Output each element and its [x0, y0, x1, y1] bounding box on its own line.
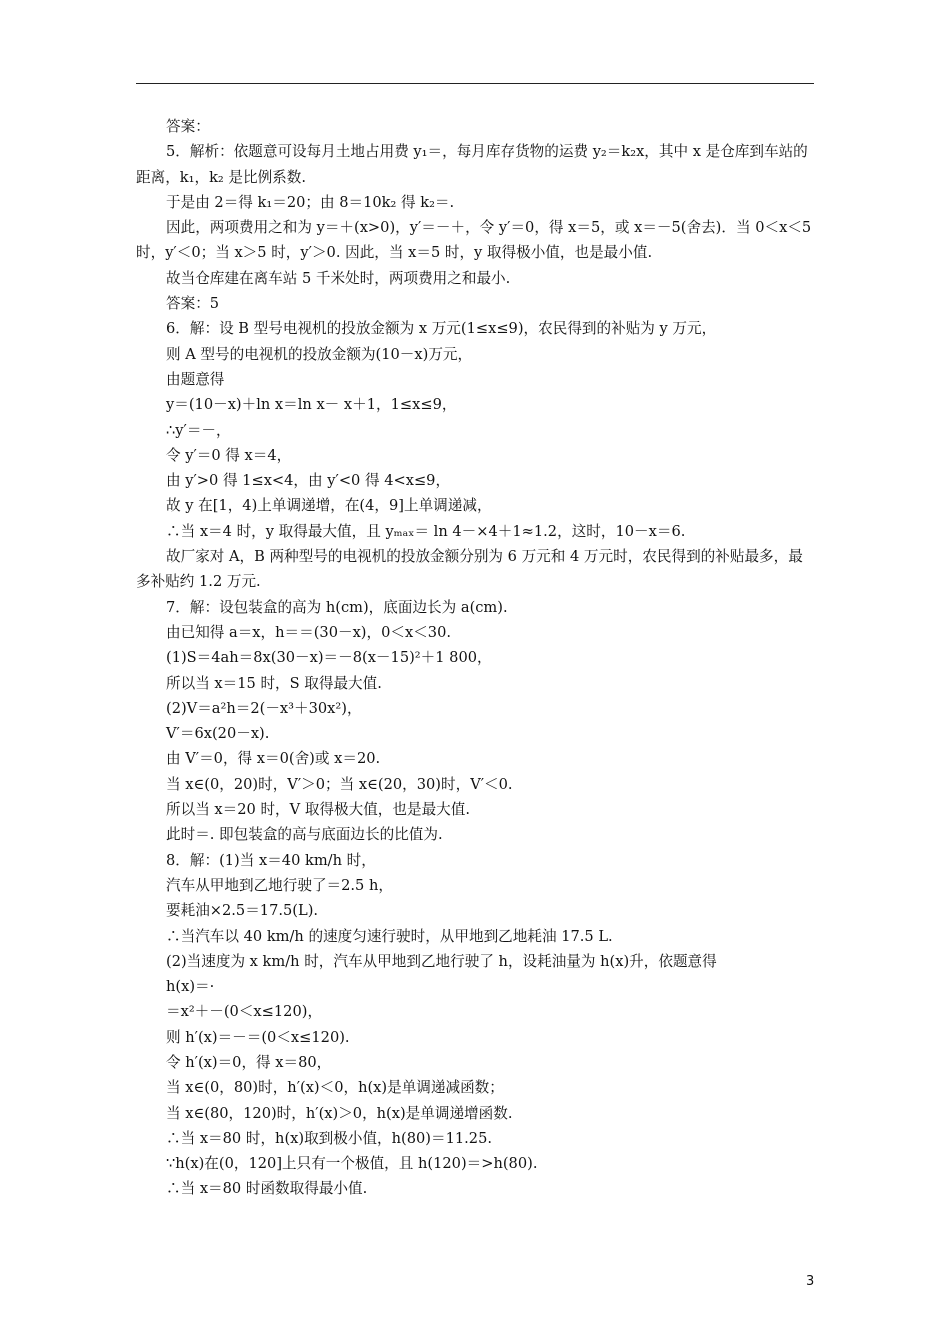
- problem-8-line: ∴当汽车以 40 km/h 的速度匀速行驶时，从甲地到乙地耗油 17.5 L.: [166, 927, 613, 945]
- problem-7-line: (2)V＝a²h＝2(－x³＋30x²)，: [166, 699, 362, 717]
- document-body: [136, 114, 816, 1202]
- problem-8-line: 当 x∈(80，120)时，h′(x)＞0，h(x)是单调递增函数.: [166, 1104, 513, 1122]
- problem-5-line: 于是由 2＝得 k₁＝20；由 8＝10k₂ 得 k₂＝.: [166, 193, 455, 211]
- problem-7-line: 此时＝. 即包装盒的高与底面边长的比值为.: [166, 826, 443, 844]
- problem-7-line: 由已知得 a＝x，h＝＝(30－x)，0＜x＜30.: [166, 623, 452, 641]
- problem-8-line: 要耗油×2.5＝17.5(L).: [166, 902, 319, 920]
- problem-8-line: ∴当 x＝80 时函数取得最小值.: [166, 1180, 368, 1198]
- problem-7-line: V′＝6x(20－x).: [166, 725, 270, 743]
- problem-5-line: 因此，两项费用之和为 y＝＋(x>0)，y′＝－＋，令 y′＝0，得 x＝5，或 x＝－5(舍去)．当 0＜x＜5 时，y′＜0；当 x＞5 时，y′＞0. 因此，当 x＝5 时，y 取得极小值，也是最小值.: [136, 219, 812, 262]
- problem-6-line: 由 y′>0 得 1≤x<4，由 y′<0 得 4<x≤9，: [166, 472, 451, 490]
- problem-6-line: ∴y′＝－，: [166, 421, 231, 439]
- problem-5-answer: 答案：5: [166, 295, 220, 313]
- answer-label: 答案：: [166, 118, 210, 135]
- problem-8-line: 令 h′(x)＝0，得 x＝80，: [166, 1053, 332, 1071]
- header-rule: [136, 83, 814, 84]
- problem-7-line: 7．解：设包装盒的高为 h(cm)，底面边长为 a(cm).: [166, 598, 508, 616]
- problem-6-line: 故厂家对 A，B 两种型号的电视机的投放金额分别为 6 万元和 4 万元时，农民得到的补贴最多，最多补贴约 1.2 万元.: [136, 548, 803, 591]
- problem-6-line: 故 y 在[1，4)上单调递增，在(4，9]上单调递减，: [166, 497, 492, 515]
- problem-8-line: h(x)＝·: [166, 978, 215, 996]
- problem-6-line: 则 A 型号的电视机的投放金额为(10－x)万元，: [166, 345, 473, 363]
- problem-6-line: 6．解：设 B 型号电视机的投放金额为 x 万元(1≤x≤9)，农民得到的补贴为 y 万元，: [166, 320, 717, 338]
- problem-7-line: 由 V′＝0，得 x＝0(舍)或 x＝20.: [166, 750, 381, 768]
- problem-6-line: y＝(10－x)＋ln x＝ln x－ x＋1，1≤x≤9，: [166, 396, 457, 414]
- problem-6-line: 由题意得: [166, 370, 225, 388]
- problem-7-line: 所以当 x＝20 时，V 取得极大值，也是最大值.: [166, 801, 470, 819]
- problem-8-line: ∵h(x)在(0，120]上只有一个极值，且 h(120)＝>h(80).: [166, 1155, 538, 1173]
- problem-6-line: 令 y′＝0 得 x＝4，: [166, 446, 292, 464]
- problem-7-line: 所以当 x＝15 时，S 取得最大值.: [166, 674, 382, 692]
- problem-8-line: 则 h′(x)＝－＝(0＜x≤120).: [166, 1028, 350, 1046]
- problem-7-line: 当 x∈(0，20)时，V′＞0；当 x∈(20，30)时，V′＜0.: [166, 775, 513, 793]
- problem-7-line: (1)S＝4ah＝8x(30－x)＝－8(x－15)²＋1 800，: [166, 649, 492, 667]
- problem-5-line: 故当仓库建在离车站 5 千米处时，两项费用之和最小.: [166, 269, 511, 287]
- page-number: 3: [806, 1274, 815, 1289]
- problem-8-line: 当 x∈(0，80)时，h′(x)＜0，h(x)是单调递减函数；: [166, 1079, 504, 1097]
- problem-6-line: ∴当 x＝4 时，y 取得最大值，且 yₘₐₓ＝ ln 4－×4＋1≈1.2，这时，10－x＝6.: [166, 522, 686, 540]
- problem-8-line: 8．解：(1)当 x＝40 km/h 时，: [166, 851, 376, 869]
- problem-5-line: 5．解析：依题意可设每月土地占用费 y₁＝，每月库存货物的运费 y₂＝k₂x，其中 x 是仓库到车站的距离，k₁，k₂ 是比例系数.: [136, 143, 808, 186]
- problem-8-line: (2)当速度为 x km/h 时，汽车从甲地到乙地行驶了 h，设耗油量为 h(x)升，依题意得: [166, 952, 717, 970]
- problem-8-line: 汽车从甲地到乙地行驶了＝2.5 h，: [166, 876, 393, 894]
- problem-8-line: ＝x²＋－(0＜x≤120)，: [166, 1003, 323, 1021]
- problem-8-line: ∴当 x＝80 时，h(x)取到极小值，h(80)＝11.25.: [166, 1129, 492, 1147]
